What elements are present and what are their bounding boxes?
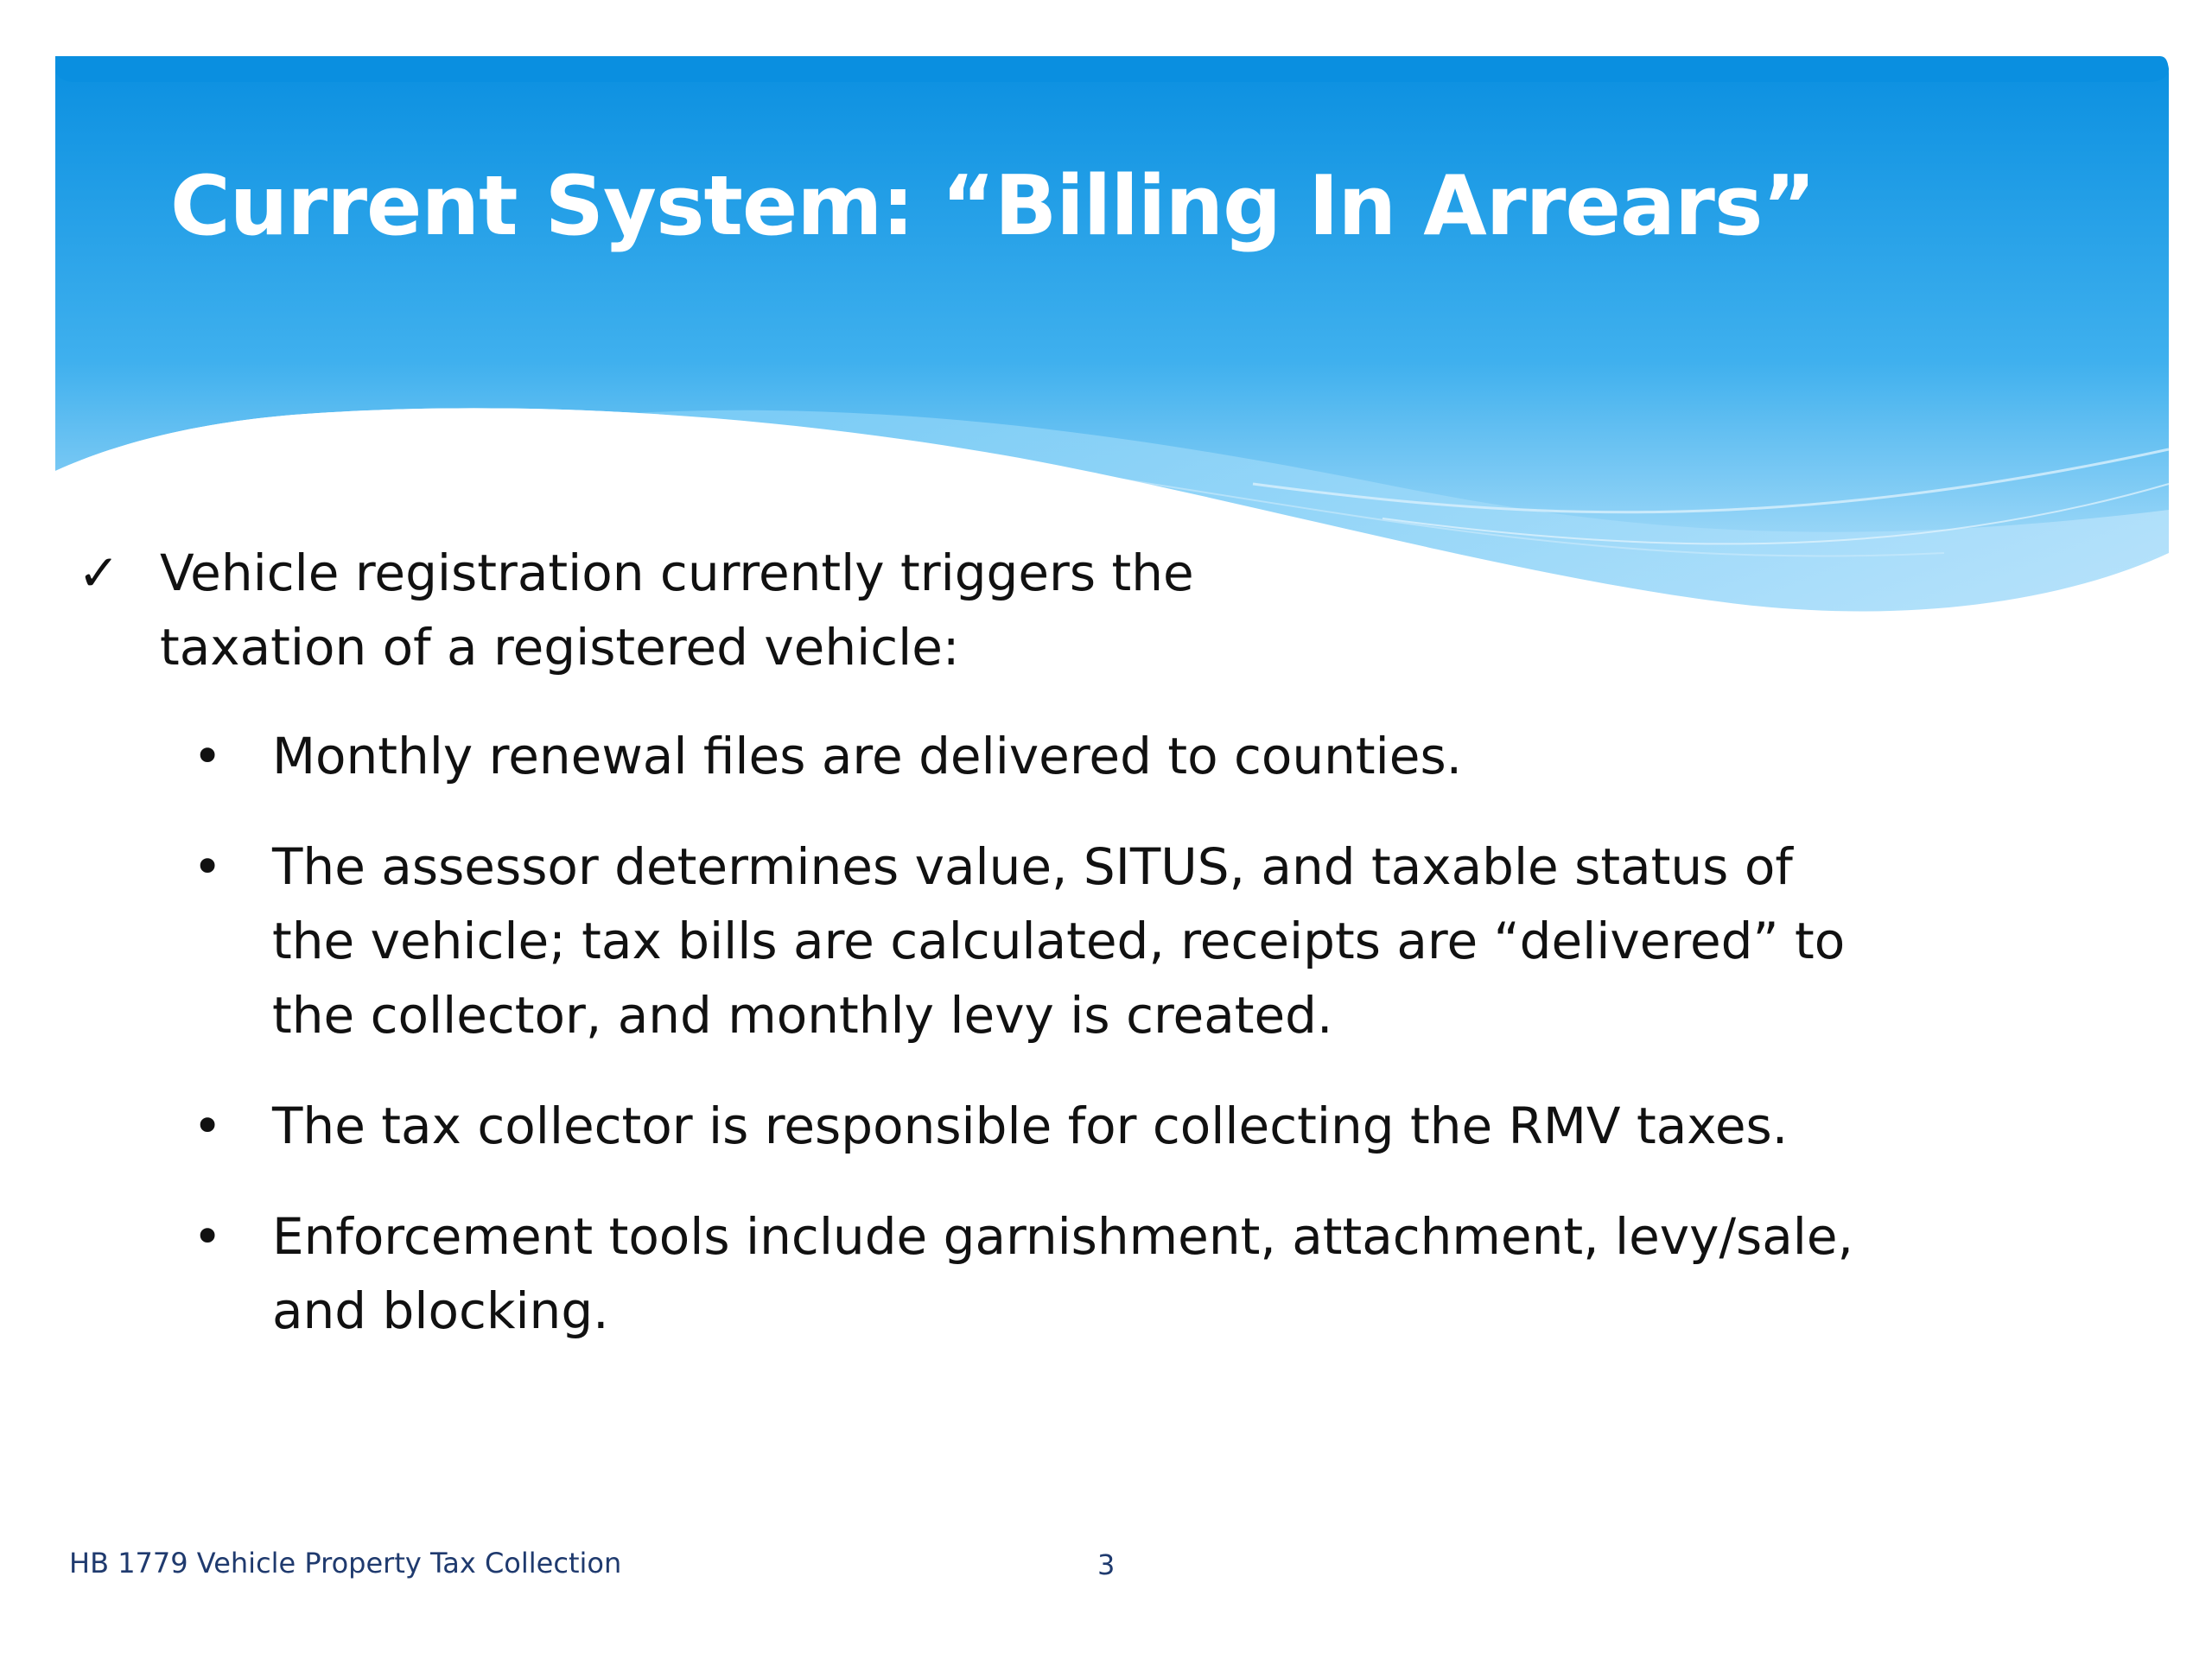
main-point-text: Vehicle registration currently triggers the taxation of a registered vehicle: [160, 543, 1194, 677]
page-number: 3 [1097, 1548, 1116, 1581]
bullet-icon: • [193, 1096, 223, 1155]
bullet-text: The assessor determines value, SITUS, and taxable status of the vehicle; tax bills are calculated, receipts are “delivered” to the collector, and monthly levy is created. [272, 837, 1846, 1045]
bullet-text: The tax collector is responsible for collecting the RMV taxes. [272, 1096, 1789, 1155]
slide-title: Current System: “Billing In Arrears” [170, 159, 1815, 254]
check-icon: ✓ [78, 543, 120, 602]
bullet-icon: • [193, 837, 223, 896]
bullet-text: Monthly renewal files are delivered to counties. [272, 727, 1463, 785]
bullet-list [78, 719, 1853, 1348]
list-item [78, 719, 1853, 793]
slide-body [78, 536, 1853, 1384]
bullet-icon: • [193, 1207, 223, 1266]
list-item [78, 830, 1853, 1052]
list-item [78, 1199, 1853, 1348]
main-point [78, 536, 1387, 684]
bullet-icon: • [193, 727, 223, 785]
bullet-text: Enforcement tools include garnishment, attachment, levy/sale, and blocking. [272, 1207, 1853, 1340]
list-item [78, 1089, 1853, 1163]
footer-text: HB 1779 Vehicle Property Tax Collection [69, 1547, 622, 1580]
